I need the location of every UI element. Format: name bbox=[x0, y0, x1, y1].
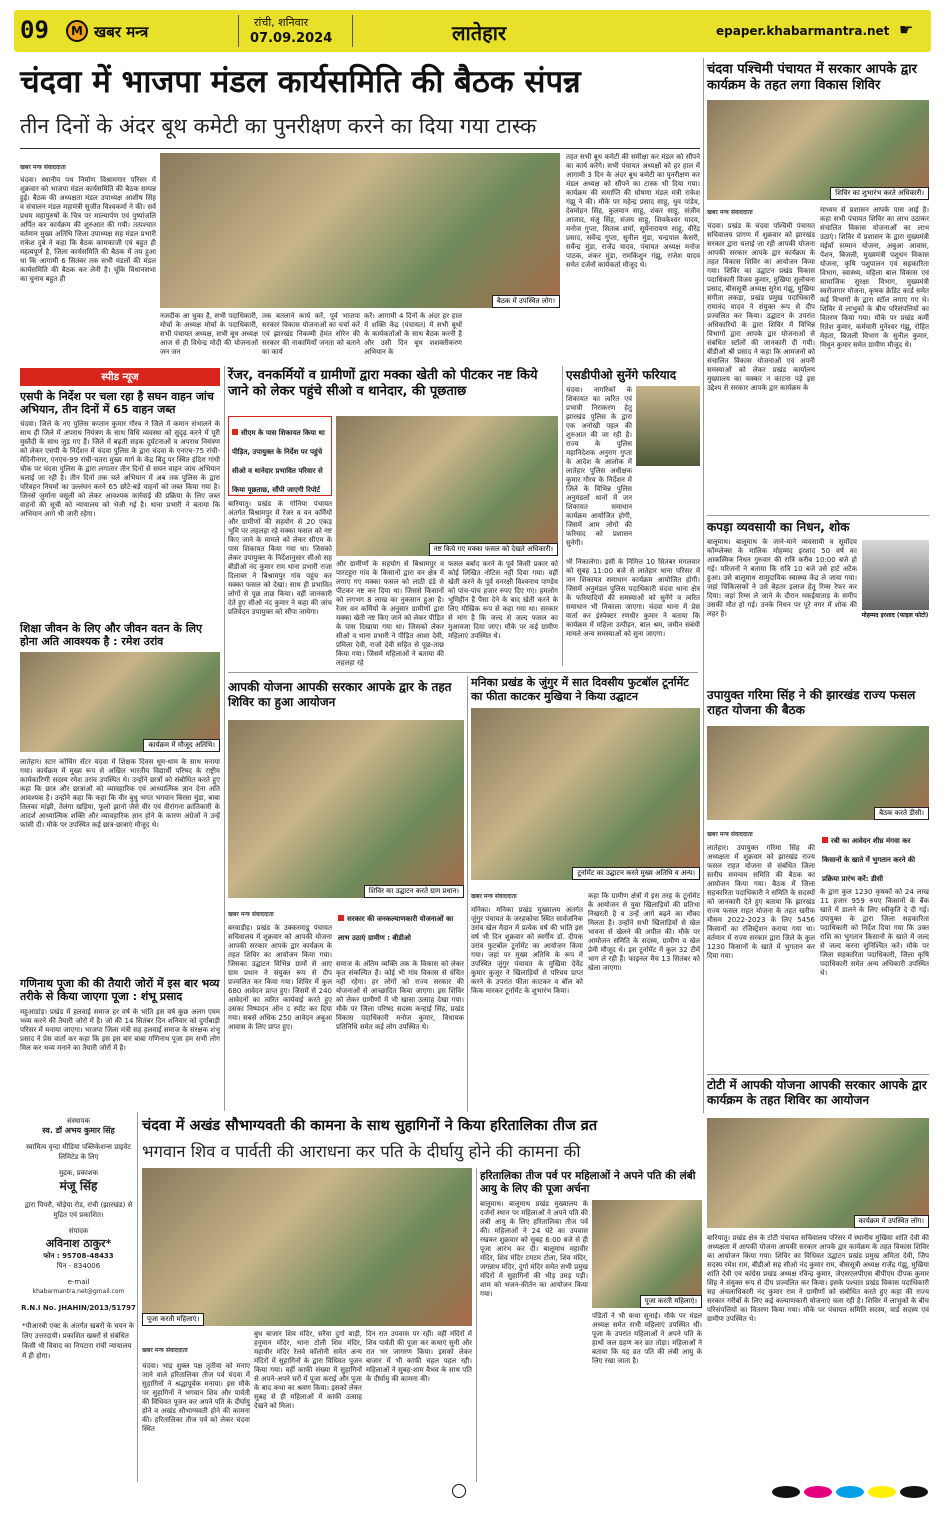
lead-photo bbox=[160, 153, 560, 308]
lead-title: चंदवा में भाजपा मंडल कार्यसमिति की बैठक संपन्न bbox=[20, 64, 581, 100]
speed-news-item2-title: शिक्षा जीवन के लिए और जीवन वतन के लिए होना अति आवश्यक है : रमेश उरांव bbox=[20, 622, 203, 648]
speed-news-item2-body: लातेहार। स्टार कोचिंग सेंटर चंदवा में शिक्षक दिवस धूम-धाम के साथ मनाया गया। कार्यक्रम में मुख्य रूप से अखिल भारतीय विद्यार्थी परिषद के राष्ट्रीय कार्यकारिणी सदस्य रमेश उरांव उपस्थित थे। उन्होंने छात्रों को संबोधित करते हुए कहा कि छात्र और छात्राओं को व्यावहारिक एवं आध्यात्मिक ज्ञान देना अति आवश्यक है। उन्होंने कहा कि कहा कि वीर बुधु भगत भगवान बिरसा मुंडा, बाबा तिलका मांझी, तेलंगा खड़िया, फूलो झानो जैसे वीर एवं वीरांगना क्रांतिकारी के आदर्श आध्यात्मिक शक्ति और व्यावहारिक ज्ञान होने के कारण अंग्रेजों ने उन्हें फांसी दी। मौके पर उपस्थित कई छात्र-छात्राएं मौजूद थे। bbox=[20, 758, 220, 829]
kapda-title: कपड़ा व्यवसायी का निधन, शोक bbox=[707, 520, 850, 534]
lead-body-col4: करें। आगामी 4 दिनों के अंदर हर हाल में शक्ति केंद्र (पंचायत) में सभी बूथों के कार्यकर्ताओं के साथ बैठक करनी है और उसी दिन बूथ शशक्तीकरण अभियान के bbox=[364, 312, 462, 356]
garima-note bbox=[820, 826, 929, 886]
note-text: रबी का आवेदन शीघ्र मंगवा कर किसानों के खाते में भुगतान करने की प्रक्रिया प्रारंभ करें: डीसी bbox=[822, 837, 916, 883]
teej-side-body-col1: बालूमाथ। बालूमाथ प्रखंड मुख्यालय के दर्जनों स्थान पर महिलाओं ने अपने पति की लंबी आयु के लिए हरितालिका तीज पर्व की। महिलाओं ने 24 घंटे का उपवास रखकर शुक्रवार को सुबह 6:00 बजे से ही पूजा आरंभ कर दी। बालूमाथ महावीर मंदिर, शिव मंदिर टमटम टोला, शिव मंदिर, जगन्नाथ मंदिर, दुर्गा मंदिर समेत सभी प्रमुख मंदिरों में सुहागिनों की भीड़ उमड़ पड़ी। शाम को भजन-कीर्तन का आयोजन किया गया। bbox=[480, 1200, 588, 1298]
photo-caption: बैठक में उपस्थित लोग। bbox=[492, 295, 560, 308]
photo-caption: कार्यक्रम में उपस्थित लोग। bbox=[854, 1215, 930, 1228]
email-label: e-mail bbox=[67, 1278, 90, 1286]
maize-body-col1: बारियातू। प्रखंड के गोनिया पंचायत अंतर्गत बिश्रामपुर में रेंजर व वन कर्मियों और ग्रामीणों की सहयोग से 20 एकड़ भूमि पर लहलहा रहे मक्का फसल को नष्ट किए जाने के मामले को लेकर सीएम के पास शिकायत किया गया था। जिसको लेकर उपायुक्त के निर्देशानुसार सीओ सह बीडीओ नंद कुमार राम थाना प्रभारी राजा दिलावर ने बिश्रामपुर गांव पहुंच कर मक्का फसल को देखा। साथ ही प्रभावित लोगों से पूछ ताछ किया। वहीं जानकारी देते हुए सीओ नंद कुमार ने कहा की जांच प्रतिवेदन उपायुक्त को सौंपा जायेगा। bbox=[228, 500, 332, 616]
speed-news-item3-title: गणिनाथ पूजा की की तैयारी जोरों में इस बार भव्य तरीके से किया जाएगा पूजा : शंभू प्रसाद bbox=[20, 977, 220, 1003]
photo-caption: कार्यक्रम में मौजूद अतिथि। bbox=[143, 739, 220, 752]
lead-byline: खबर मन्त्र संवाददाता bbox=[20, 164, 66, 171]
aapki-body-col1: बरवाडीह। प्रखंड के उक्करमाडू पंचायत सचिवालय में शुक्रवार को आपकी योजना आपकी सरकार आपके द्वार कार्यक्रम के तहत शिविर का आयोजन किया गया। जिसका उद्घाटन विभिन्न ग्रामों से आए ग्राम प्रधान ने संयुक्त रूप से दीप प्रज्वलित कर किया गया। शिविर में कुल 680 आवेदन प्राप्त हुए। जिसमें से 240 आवेदनों का त्वरित कार्यवाई करते हुए उसका निष्पादन ऑन द स्पॉट कर दिया गया। सबसे अधिक 250 आवेदन अबुआ आवास के लिए प्राप्त हुए। bbox=[228, 924, 332, 1031]
right-top-body-col2: माध्यम से प्रशासन आपके पास आई है। कहा सभी पंचायत शिविर का लाभ उठाकर संचालित विकास योजनाओं का लाभ उठाएं। शिविर में प्रशासन के द्वारा मुख्यमंत्री मंईयाँ सम्मान योजना, अबुआ आवास, पेंशन, बिजली, मुख्यमंत्री पशुधन विकास योजना, कृषि पशुपालन एवं सहकारिता विभाग, स्वास्थ्य, महिला बाल विकास एवं सामाजिक सुरक्षा विभाग, मुख्यमंत्री स्वरोजगार योजना, कृषक क्रेडिट कार्ड समेत कई विभागों के द्वारा स्टॉल लगाए गए थे। शिविर में लाभुकों के बीच परिसंपत्तियों का वितरण किया गया। मौके पर प्रखंड कर्मी रितेश कुमार, कर्मचारी मुनेश्वर गंझू, रोहित मेहता, बिजली विभाग के सुनील कुमार, मिथुन कुमार समेत ग्रामीण मौजूद थे। bbox=[820, 206, 929, 349]
aapki-byline: खबर मन्त्र संवाददाता bbox=[228, 911, 274, 918]
column-rule bbox=[476, 1168, 477, 1482]
speed-news-item1-body: चंदवा। जिले के नए पुलिस कप्तान कुमार गौरव ने जिले में कमान संभालने के साथ ही जिले में अपराध नियंत्रण के साथ विधि व्यवस्था को सुदृढ़ करने में पूरी मुस्तैदी के साथ जुड़ गए हैं। जिले में बढ़ती सड़क दुर्घटनाओं व अपराध नियंत्रण को लेकर एसपी के निर्देशन में चंदवा पुलिस के द्वारा चंदवा के एनएच-75 रांची-मेदिनीनगर, एनएच-99 रांची-चतरा मुख्य मार्ग के केंद्र बिंदु पर स्थित इंदिरा गांधी चौक पर चंदवा पुलिस के द्वारा लगातार तीन दिनों से सघन वाहन जांच अभियान चलाई जा रही है। तीन दिनों तक चले अभियान में अब तक पुलिस के द्वारा परिवहन नियमों का उल्लंघन करने 65 छोटे-बड़े वाहनों को जब्त किया गया है। जिनसे जुर्माना वसूली को लेकर आवश्यक कार्रवाई की प्रक्रिया के लिए जब्त वाहनों की सूची को न्यायालय को भेजी गई है। थाना प्रभारी ने बताया कि अभियान आगे भी जारी रहेगा। bbox=[20, 420, 220, 518]
color-bar bbox=[770, 1486, 930, 1498]
maize-story-note bbox=[228, 416, 332, 496]
bullet-icon bbox=[232, 429, 238, 435]
toti-title: टोटी में आपकी योजना आपकी सरकार आपके द्वार कार्यक्रम के तहत शिविर का आयोजन bbox=[707, 1078, 927, 1107]
football-body-col1: मनिका। मनिका प्रखंड मुख्यालय अंतर्गत जुंगुर पंचायत के जरहकोचा स्थित सार्वजनिक उरांव खेल मैदान में प्रत्येक वर्ष की भांति इस वर्ष भी दिन शुक्रवार को स्वर्गीय डॉ. दीपक उरांव फुटबॉल टूर्नामेंट का आयोजन किया गया। जहां पर मुख्य अतिथि के रूप में उपस्थित जुंगुर पंचायत के मुखिया देवेंद्र कुमार कुजूर ने खिलाड़ियों से परिचय प्राप्त करने के उपरांत फीता काटकर व बॉल को किक मारकर टूर्नामेंट के शुभारंभ किया। bbox=[471, 906, 583, 995]
photo-caption: नष्ट किये गए मक्का फसल को देखते अधिकारी। bbox=[429, 543, 558, 556]
photo-caption: शिविर का शुभारंभ करते अधिकारी। bbox=[830, 187, 929, 200]
divider bbox=[228, 672, 698, 673]
teej-byline: खबर मन्त्र संवाददाता bbox=[142, 1347, 188, 1354]
speed-news-item1-title: एसपी के निर्देश पर चला रहा है सघन वाहन जांच अभियान, तीन दिनों में 65 वाहन जब्त bbox=[20, 390, 214, 416]
photo-caption: पूजा करती महिलाएं। bbox=[142, 1313, 204, 1326]
garima-byline: खबर मन्त्र संवाददाता bbox=[707, 831, 753, 838]
header-divider bbox=[352, 15, 353, 47]
header-divider bbox=[238, 15, 239, 47]
phone-number: फोन : 95708-48433 bbox=[43, 1252, 114, 1260]
editor-label: संपादक bbox=[68, 1227, 89, 1235]
page-header bbox=[14, 10, 931, 52]
teej-side-title: हरितालिका तीज पर्व पर महिलाओं ने अपने पति की लंबी आयु के लिए की पूजा अर्चना bbox=[480, 1170, 696, 1195]
lead-subtitle: तीन दिनों के अंदर बूथ कमेटी का पुनरीक्षण करने का दिया गया टास्क bbox=[20, 114, 537, 138]
garima-body-col1: लातेहार। उपायुक्त गरिमा सिंह की अध्यक्षता में शुक्रवार को झारखंड राज्य फसल राहत योजना से संबंधित जिला स्तरीय समन्वय समिति की बैठक का आयोजन किया गया। बैठक में जिला सहकारिता पदाधिकारी ने समिति के सदस्यों को जानकारी देते हुए बताया कि झारखंड राज्य फसल राहत योजना के तहत खरीफ मौसम 2022-2023 के लिए 5456 किसानों का रजिस्ट्रेशन कराया गया था। वर्तमान में राज्य सरकार द्वारा जिले के कुल 1230 किसानों के खाते में भुगतान कर दिया गया। bbox=[707, 844, 815, 960]
owner-text: स्वामित्व वृन्दा मीडिया पब्लिकेशन्स प्राइवेट लिमिटेड के लिए bbox=[26, 1143, 131, 1161]
disclaimer: *पीआरबी एक्ट के अंतर्गत खबरों के चयन के लिए उत्तरदायी। प्रकाशित खबरों से संबंधित किसी भी विवाद का निपटारा रांची न्यायालय में ही होगा। bbox=[22, 1322, 135, 1360]
note-text: सरकार की जनकल्याणकारी योजनाओं का लाभ उठाएं ग्रामीण : बीडीओ bbox=[338, 915, 454, 942]
rni-number: R.N.I No. JHAHIN/2013/51797 bbox=[21, 1304, 136, 1312]
divider bbox=[20, 148, 700, 149]
divider bbox=[707, 1074, 929, 1075]
right-top-photo bbox=[707, 100, 929, 200]
hand-pointer-icon: ☛ bbox=[899, 20, 914, 39]
kapda-photo-caption: मोहम्मद इरशाद (फाइल फोटो) bbox=[861, 612, 929, 619]
photo-caption: पूजा करती महिलाएं। bbox=[640, 1295, 702, 1308]
aapki-body-col2: समाज के अंतिम व्यक्ति तक के विकास को लेकर कृत संकल्पित हैं। कोई भी गांव विकास से वंचित नहीं रहेगा। हर लोगों को राज्य सरकार की योजनाओं से आच्छादित किया जाएगा। इस शिविर को लेकर ग्रामीणों में भी खासा उत्साह देखा गया। मौके पर जिला परिषद सदस्य कन्हाई सिंह, प्रखंड विकास पदाधिकारी मनोज कुमार, विधायक प्रतिनिधि समेत कई लोग उपस्थित थे। bbox=[336, 960, 464, 1031]
publisher-name: मंजू सिंह bbox=[59, 1179, 98, 1193]
toti-photo bbox=[707, 1118, 929, 1228]
maize-story-photo bbox=[336, 416, 558, 556]
right-top-byline: खबर मन्त्र संवाददाता bbox=[707, 209, 753, 216]
garima-body-col2: के द्वारा कुल 1230 कृषकों को 24 लाख 11 हजार 959 रुपए किसानों के बैंक खाते में डालने के लिए स्वीकृति दे दी गई। उपायुक्त के द्वारा जिला सहकारिता पदाधिकारी को निर्देश दिया गया कि उक्त राशि का भुगतान किसानों के खाते में जल्द से जल्द करना सुनिश्चित करें। मौके पर जिला सहकारिता पदाधिकारी, जिला कृषि पदाधिकारी समेत अन्य अधिकारी उपस्थित थे। bbox=[820, 888, 929, 977]
teej-side-photo bbox=[592, 1200, 702, 1308]
football-body-col2: कहा कि ग्रामीण क्षेत्रों में इस तरह के टूर्नामेंट के आयोजन से युवा खिलाड़ियों की प्रतिभा निखरती है व उन्हें आगे बढ़ने का मौका मिलता है। उन्होंने सभी खिलाड़ियों से खेल भावना से खेलने की अपील की। मौके पर आयोजन समिति के सदस्य, ग्रामीण व खेल प्रेमी मौजूद थे। इस टूर्नामेंट में कुल 32 टीमें भाग ले रही हैं। फाइनल मैच 13 सितंबर को खेला जाएगा। bbox=[588, 892, 700, 972]
founder-name: स्व. डॉ अभय कुमार सिंह bbox=[42, 1126, 115, 1135]
photo-caption: शिविर का उद्घाटन करते ग्राम प्रधान। bbox=[364, 885, 464, 898]
football-photo bbox=[471, 708, 700, 880]
teej-title: चंदवा में अखंड सौभाग्यवती की कामना के साथ सुहागिनों ने किया हरितालिका तीज व्रत bbox=[142, 1118, 598, 1134]
lead-body-col6: तहत सभी बूथ कमेटी की समीक्षा कर मंडल को सौंपने का कार्य करेंगे। सभी पंचायत अध्यक्षों को हर हाल में आगामी 3 दिन के अंदर बूथ कमेटी का पुनरीक्षण कर मंडल अध्यक्ष को सौंपने का टास्क भी दिया गया। कार्यक्रम की समाप्ति की घोषणा मंडल मंत्री राकेश गंझू ने की। मौके पर महेन्द्र प्रसाद साहू, धुव पांडेय, देवमोहन सिंह, कुलमान साहू, शंकर साहू, संजीव आजाद, मंजु सिंह, संजय साहू, शिवकेश्वर यादव, मनोज गुप्ता, सिताब शर्मा, सूर्यनारायण साहू, वीरेंद्र प्रसाद, सर्वेन्द्र गुप्ता, सुनील मुंडा, चन्द्रपाल केसरी, सर्वेन्द्र मुंडा, राजेंद्र यादव, पंचायत अध्यक्ष मनोज पाठक, शंकर मुंडा, रामकिशुन गंझू, राजेश यादव समेत दर्जनों कार्यकर्ता मौजूद थे। bbox=[566, 153, 700, 269]
column-rule bbox=[703, 58, 704, 1113]
kapda-body: बालूमाथ। बालूमाथ के जाने-माने व्यवसायी व सूर्योदय कॉम्प्लेक्स के मालिक मोहम्मद इरशाद 50 वर्ष का आकस्मिक निधन गुरुवार की रात्रि करीब 10:00 बजे हो गई। परिजनों ने बताया कि रात्रि 10 बजे उसे हार्ट अटैक हुआ। उसे बालूमाथ सामुदायिक स्वास्थ्य केंद्र ले जाया गया। जहां चिकित्सकों ने उसे बेहतर इलाज हेतु रिम्स रेफर कर दिया। जहां रिम्स ले जाने के दौरान मकईयाताड़ के समीप उसकी मौत हो गई। उनके निधन पर पूरे नगर में शोक की लहर है। bbox=[707, 538, 857, 618]
maize-body-col3: फसल बर्बाद करने के पूर्व किसी प्रकार को कोई लिखित नोटिस नहीं दिया गया। वहीं खेती करने के पूर्व वनरक्षी विश्वनाथ पाण्डेय को पांच-पांच हजार रुपए दिए गए। हमलोग भूमिहीन हैं पैसा देने के बाद खेती करने के लिए मौखिक रूप से कहा गया था। सरकार से मांग है कि जल्द से जल्द फसल का मुआवजा दिया जाए। मौके पर कई ग्रामीण महिलाएं उपस्थित थे। bbox=[448, 560, 558, 640]
photo-caption: बैठक करते डीसी। bbox=[874, 807, 929, 820]
brand-name: खबर मन्त्र bbox=[94, 23, 149, 41]
sdpo-title: एसडीपीओ सुनेंगे फरियाद bbox=[566, 368, 677, 382]
divider bbox=[707, 515, 929, 516]
sdpo-photo bbox=[636, 386, 700, 466]
speed-news-item3-body: महुआडांड़। प्रखंड में हलवाई समाज हर वर्ष के भांति इस वर्ष कुछ अलग एवम भव्य करने की तैयारी जोरों में है। जो की 14 सितंबर दिन शनिवार को दुर्गाबाड़ी परिसर में मनाया जाएगा। भाजपा जिला मंत्री सह हलवाई समाज के संरक्षक शंभू प्रसाद ने प्रेस वार्ता कर कहा कि इस इस बार बाबा गणिनाथ पूजा हम सभी लोग मिल कर भव्य मनाने का तैयारी जोरों में है। bbox=[20, 1008, 220, 1052]
epaper-link[interactable]: epaper.khabarmantra.net bbox=[716, 24, 890, 38]
aapki-note bbox=[336, 904, 464, 954]
sdpo-body-col2: भी निकालेगा। इसी के निमित्त 10 सितंबर मंगलवार को सुबह 11:00 बजे से लातेहार थाना परिसर में जन शिकायत समाधान कार्यक्रम आयोजित होगी। जिसमें अनुमंडल पुलिस पदाधिकारी चंदवा थाना क्षेत्र के फरियादियों की समस्याओं को सुनेंगे व त्वरित समाधान भी निकाला जाएगा। चंदवा थाना में प्रेस वार्ता कर इंस्पेक्टर रणधीर कुमार ने बताया कि कार्यक्रम में महिला उत्पीड़न, बाल श्रम, जमीन संबंधी मामले अन्य समस्याओं को सुना जाएगा। bbox=[566, 558, 700, 638]
photo-caption: टूर्नामेंट का उद्घाटन करते मुख्य अतिथि व अन्य। bbox=[572, 867, 700, 880]
pin-code: पिन - 834006 bbox=[56, 1262, 101, 1270]
lead-body-col3: तक बतलाने कार्य करें, पूर्व भाजपा सरकार विकास योजनाओं का चर्चा करें एवं झारखंड निकम्मी हेमंत सोरेन की सरकार की नाकामियाँ जनता को बताने का कार्य bbox=[262, 312, 360, 356]
football-title: मनिका प्रखंड के जुंगुर में सात दिवसीय फुटबॉल टूर्नामेंट का फीता काटकर मुखिया ने किया उद्घाटन bbox=[471, 676, 689, 703]
kapda-photo bbox=[862, 540, 929, 610]
toti-body: बारियातू। प्रखंड क्षेत्र के टोटी पंचायत सचिवालय परिसर में स्थानीय मुखिया शांति देवी की अध्यक्षता में आपकी योजना आपकी सरकार आपके द्वार कार्यक्रम के तहत विकास शिविर का आयोजन किया गया। शिविर का विधिवत उद्घाटन प्रखंड प्रमुख अमिता देवी, जिप सदस्य रमेश राम, बीडीओ सह सीओ नंद कुमार राम, बीससूत्री अध्यक्ष राजेंद्र गंझू, मुखिया शांति देवी एवं कांग्रेस प्रखंड अध्यक्ष रविन्द्र कुमार, जेएसएलपीएस बीपीएम दीपक कुमार सिंह ने संयुक्त रूप से दीप प्रज्वलित कर किया। इसके पश्चात प्रखंड विकास पदाधिकारी सह अंचलाधिकारी नंद कुमार राम ने ग्रामीणों को संबोधित करते हुए कहा की राज्य सरकार गरीबों के लिए कई कल्याणकारी योजनाएं चला रही है। शिविर में लाभुकों के बीच परिसंपत्तियों का वितरण किया गया। मौके पर पंचायत समिति सदस्य, वार्ड सदस्य एवं ग्रामीण उपस्थित थे। bbox=[707, 1234, 929, 1323]
column-rule bbox=[224, 366, 225, 1111]
header-city-day: रांची, शनिवार bbox=[254, 16, 309, 29]
maize-body-col2: और ग्रामीणों के सहयोग से बिश्रामपुर व पारटहुरा गांव के किसानों द्वारा वन क्षेत्र में लगाए गए मक्का फसल को लाठी डंडे से पीटकर नष्ट कर दिया था। जिससे किसानों को लगभग 8 लाख का नुकसान हुआ है। रेंजर वन कर्मियों के अनुसार ग्रामीणों द्वारा मक्का खेती नष्ट किए जाने को लेकर पीड़ित के पास दिखाया गया था। जिसको लेकर सीओ व थाना प्रभारी ने पीड़ित आशा देवी, प्रमिला देवी, राजो देवी सहित से पूछ-ताछ किया गया। जिसमें महिलाओं ने बताया की लहलहा रहे bbox=[336, 560, 444, 667]
lead-body-col2: नजदीक आ चुका है, सभी पदाधिकारी, मोर्चा के अध्यक्ष मोर्चा के पदाधिकारी, सभी पंचायत अध्यक्ष, सभी बूथ अध्यक्ष आज से ही विधेन्द्र मोदी की योजनाओं जन जन bbox=[160, 312, 258, 356]
founder-label: संस्थापक bbox=[67, 1117, 90, 1125]
speed-news-tag: स्पीड न्यूज bbox=[20, 370, 220, 386]
garima-title: उपायुक्त गरिमा सिंह ने की झारखंड राज्य फसल राहत योजना की बैठक bbox=[707, 688, 916, 717]
email-address[interactable]: khabarmantra.net@gmail.com bbox=[32, 1288, 125, 1295]
lead-body-col1: चंदवा। स्थानीय पथ निर्माण विश्रामगार परिसर में शुक्रवार को भाजपा मंडल कार्यसमिति की बैठक सम्पन्न हुई। बैठक की अध्यक्षता मंडल उपाध्यक्ष आशीष सिंह व संचालन मंडल महामंत्री सुजीत विश्वकर्मा ने की। सर्व प्रथम महापुरुषों के चित्र पर माल्यार्पण एवं पुष्पांजलि अर्पित कर कार्यक्रम की शुरुआत की गयी। तत्पश्चात वर्तमान मुख्य अतिथि जिला उपाध्यक्ष सह मंडल प्रभारी राकेश दुबे ने कहा कि बैठक कामकाजी एवं बहुत ही महत्वपूर्ण है, जिला कार्यसमिति की बैठक में तय हुआ था कि आगामी 6 सितंबर तक सभी मंडलों की मंडल कार्यसमिति की बैठक कर लेनी है। चूंकि विधानसभा का चुनाव बहुत ही bbox=[20, 176, 156, 283]
teej-photo bbox=[142, 1168, 472, 1326]
teej-body-col3: दिन रात उपवास पर रहीं। वहीं मंदिरों में शिव पार्वती की पूजा कर कथाएं सुनी और रात भर जागरण किया। इसको लेकर बाजार में भी काफी चहल पहल रही। महिलाओं ने सुबह-शाम वैभव के साथ पति के दीर्घायु की कामना की। bbox=[366, 1330, 472, 1383]
teej-body-col1: चंदवा। भाद्र शुक्ल पक्ष तृतीया को मनाए जाने वाले हरितालिका तीज पर्व चंदवा में सुहागिनों ने श्रद्धापूर्वक मनाया। इस मौके पर सुहागिनों ने भगवान शिव और पार्वती की विधिवत पूजन कर अपने पति के दीर्घायु होने व अखंड सौभाग्यवती होने की कामना की। हरितालिका तीज पर्व को लेकर चंदवा स्थित bbox=[142, 1362, 250, 1433]
teej-side-body-col2: पंडितों ने भी कथा सुनाई। मौके पर मंडल अध्यक्ष समेत सभी महिलाएं उपस्थित थीं। पूजा के उपरांत महिलाओं ने अपने पति के हाथों जल ग्रहण कर व्रत तोड़ा। महिलाओं ने बताया कि यह व्रत पति की लंबी आयु के लिए रखा जाता है। bbox=[592, 1312, 702, 1365]
publisher-label: मुद्रक, प्रकाशक bbox=[58, 1169, 99, 1177]
note-text: सीएम के पास शिकायत किया था पीड़ित, उपायुक्त के निर्देश पर पहुंचे सीओ व थानेदार प्रभावित परिवार से किया पूछताछ, सौंपी जाएगी रिपोर्ट bbox=[232, 429, 325, 494]
right-top-body-col1: चंदवा। प्रखंड के चंदवा पश्चिमी पंचायत सचिवालय प्रांगण में शुक्रवार को झारखंड सरकार द्वारा चलाई जा रही आपकी योजना आपकी सरकार आपके द्वार कार्यक्रम के तहत विकास शिविर का आयोजन किया गया। शिविर का उद्घाटन प्रखंड विकास पदाधिकारी विजय कुमार, मुखिया सुलोचना प्रसाद, बीससूत्री अध्यक्ष सुरेश गंझू, मुखिया संगीता लकड़ा, प्रखंड प्रमुख पदाधिकारी रामानंद यादव ने संयुक्त रूप से दीप प्रज्वलित कर किया। उद्घाटन के उपरांत अधिकारियों के द्वारा शिविर में विभिन्न विभागों द्वारा आपके द्वार योजनाओं से संबंधित स्टॉलों की जानकारी दी गयी। बीडीओ श्री प्रसाद ने कहा कि आमजनों को संचालित विकास योजनाओं एवं अपनी समस्याओं को लेकर प्रखंड कार्यालय मुख्यालय का चक्कर न काटना पड़े इस उद्देश्य से सरकार आपके द्वार कार्यक्रम के bbox=[707, 222, 815, 392]
column-rule bbox=[562, 366, 563, 666]
football-byline: खबर मन्त्र संवाददाता bbox=[471, 893, 517, 900]
header-date: 07.09.2024 bbox=[250, 31, 333, 46]
bullet-icon bbox=[338, 915, 344, 921]
garima-photo bbox=[707, 726, 929, 820]
section-title: लातेहार bbox=[452, 21, 507, 45]
right-top-title: चंदवा पश्चिमी पंचायत में सरकार आपके द्वार कार्यक्रम के तहत लगा विकास शिविर bbox=[707, 62, 917, 93]
column-rule bbox=[467, 676, 468, 1112]
editor-name: अविनाश ठाकुर* bbox=[45, 1237, 112, 1250]
aapki-photo bbox=[228, 720, 464, 898]
speed-news-item2-photo bbox=[20, 652, 220, 752]
bullet-icon bbox=[822, 837, 828, 843]
registration-mark-icon bbox=[452, 1484, 466, 1498]
maize-story-title: रेंजर, वनकर्मियों व ग्रामीणों द्वारा मक्का खेती को पीटकर नष्ट किये जाने को लेकर पहुंचे सीओ व थानेदार, की पूछताछ bbox=[228, 368, 538, 399]
aapki-title: आपकी योजना आपकी सरकार आपके द्वार के तहत शिविर का हुआ आयोजन bbox=[228, 680, 452, 709]
teej-subtitle: भगवान शिव व पार्वती की आराधना कर पति के दीर्घायु होने की कामना की bbox=[142, 1142, 581, 1161]
page-number: 09 bbox=[20, 16, 49, 44]
teej-body-col2: बुध बाजार शिव मंदिर, सरैया दुर्गा बाड़ी, हनुमान मंदिर, थाना टोली शिव मंदिर, महावीर मंदिर रेलवे कॉलोनी समेत अन्य मंदिरों में सुहागिनों के द्वारा विधिवत पूजन किया गया। वहीं काफी संख्या में सुहागिनों से अपने-अपने घरों में पूजा कराई और पूजा के बाद कथा का श्रवण किया। इसको लेकर सुबह से ही महिलाओं में काफी उत्साह देखने को मिला। bbox=[254, 1330, 362, 1410]
brand-logo-icon: M bbox=[66, 20, 88, 42]
masthead-box bbox=[20, 1112, 138, 1482]
sdpo-body-col1: चंदवा। नागरिकों के शिकायत का त्वरित एवं प्रभावी निराकरण हेतु झारखंड पुलिस के द्वारा एक अनोखी पहल की शुरुआत की जा रही है। राज्य के पुलिस महानिदेशक अनुराग गुप्ता के आदेश के आलोक में लातेहार पुलिस अधीक्षक कुमार गौरव के निर्देशन में जिले के विभिन्न पुलिस अनुमंडलों थानों में जन शिकायत समाधान कार्यक्रम आयोजित होगी, जिसमें आम लोगों की फरियाद को प्रशासन सुनेगी। bbox=[566, 386, 632, 547]
press-address: द्वारा पिपरौ, चोड़ेया रोड, रांची (झारखंड) से मुद्रित एवं प्रकाशित। bbox=[24, 1201, 133, 1219]
